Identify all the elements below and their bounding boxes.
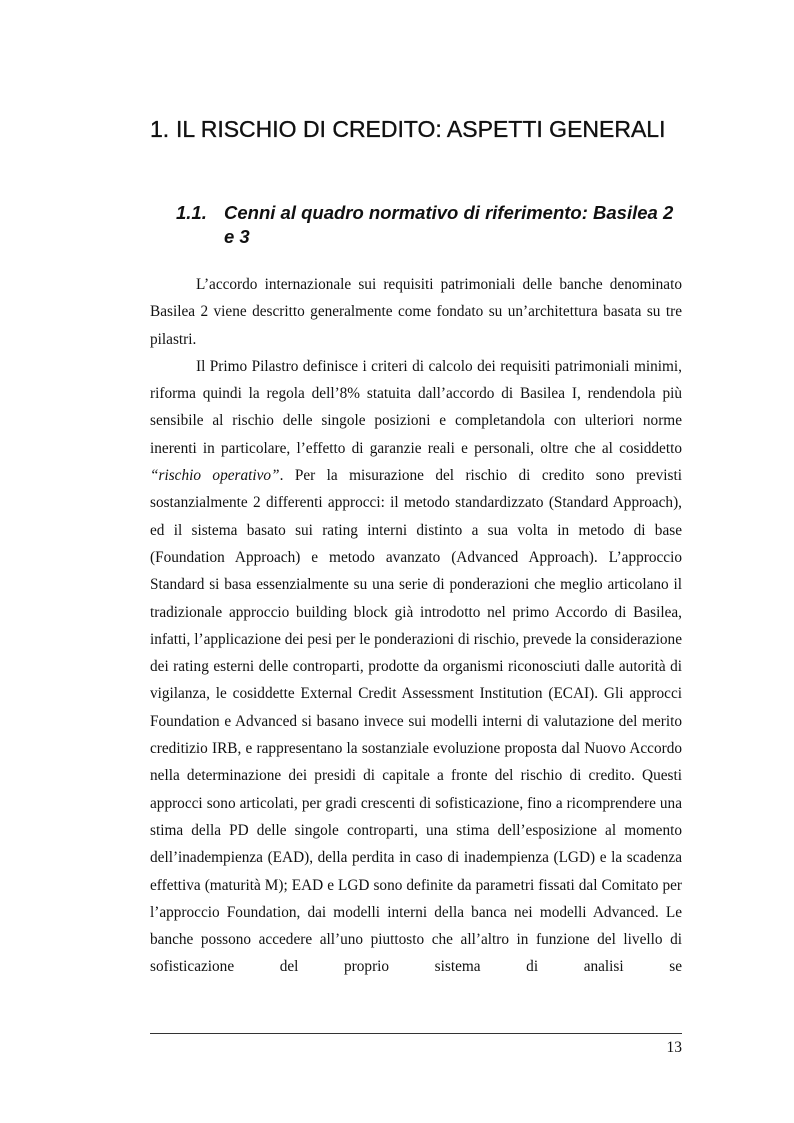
chapter-title: IL RISCHIO DI CREDITO: ASPETTI GENERALI bbox=[176, 116, 666, 142]
body-text bbox=[150, 271, 682, 981]
chapter-number: 1. bbox=[150, 116, 170, 142]
paragraph-text-before: Il Primo Pilastro definisce i criteri di calcolo dei requisiti patrimoniali minimi, riforma quindi la regola dell’8% statuita dall’accordo di Basilea I, rendendola più sensibile al rischio delle singole posizioni e completandola con ulteriori norme inerenti in particolare, l’effetto di garanzie reali e personali, oltre che al cosiddetto bbox=[150, 357, 682, 457]
section-heading bbox=[176, 201, 686, 249]
section-number: 1.1. bbox=[176, 202, 207, 223]
paragraph-primo-pilastro bbox=[150, 353, 682, 981]
paragraph-text-after: . Per la misurazione del rischio di credito sono previsti sostanzialmente 2 differenti approcci: il metodo standardizzato (Standard Approach), ed il sistema basato sui rating interni distinto a sua volta in metodo di base (Foundation Approach) e metodo avanzato (Advanced Approach). L’approccio Standard si basa essenzialmente su una serie di ponderazioni che meglio articolano il tradizionale approccio building block già introdotto nel primo Accordo di Basilea, infatti, l’applicazione dei pesi per le ponderazioni di rischio, prevede la considerazione dei rating esterni delle controparti, prodotte da organismi riconosciuti dalle autorità di vigilanza, le cosiddette External Credit Assessment Institution (ECAI). Gli approcci Foundation e Advanced si basano invece sui modelli interni di valutazione del merito creditizio IRB, e rappresentano la sostanziale evoluzione proposta dal Nuovo Accordo nella determinazione dei presidi di capitale a fronte del rischio di credito. Questi approcci sono articolati, per gradi crescenti di sofisticazione, fino a ricomprendere una stima della PD delle singole controparti, una stima dell’esposizione al momento dell’inadempienza (EAD), della perdita in caso di inadempienza (LGD) e la scadenza effettiva (maturità M); EAD e LGD sono definite da parametri fissati dal Comitato per l’approccio Foundation, dai modelli interni della banca nei modelli Advanced. Le banche possono accedere all’uno piuttosto che all’altro in funzione del livello di sofisticazione del proprio sistema di analisi se bbox=[150, 467, 682, 976]
paragraph-emphasis: “rischio operativo” bbox=[150, 467, 280, 485]
chapter-heading bbox=[150, 114, 690, 145]
page-number: 13 bbox=[666, 1039, 682, 1056]
paragraph-intro: L’accordo internazionale sui requisiti patrimoniali delle banche denominato Basilea 2 viene descritto generalmente come fondato su un’architettura basata su tre pilastri. bbox=[150, 276, 682, 348]
footer-divider bbox=[150, 1033, 682, 1034]
section-title: Cenni al quadro normativo di riferimento: Basilea 2 e 3 bbox=[224, 202, 674, 247]
